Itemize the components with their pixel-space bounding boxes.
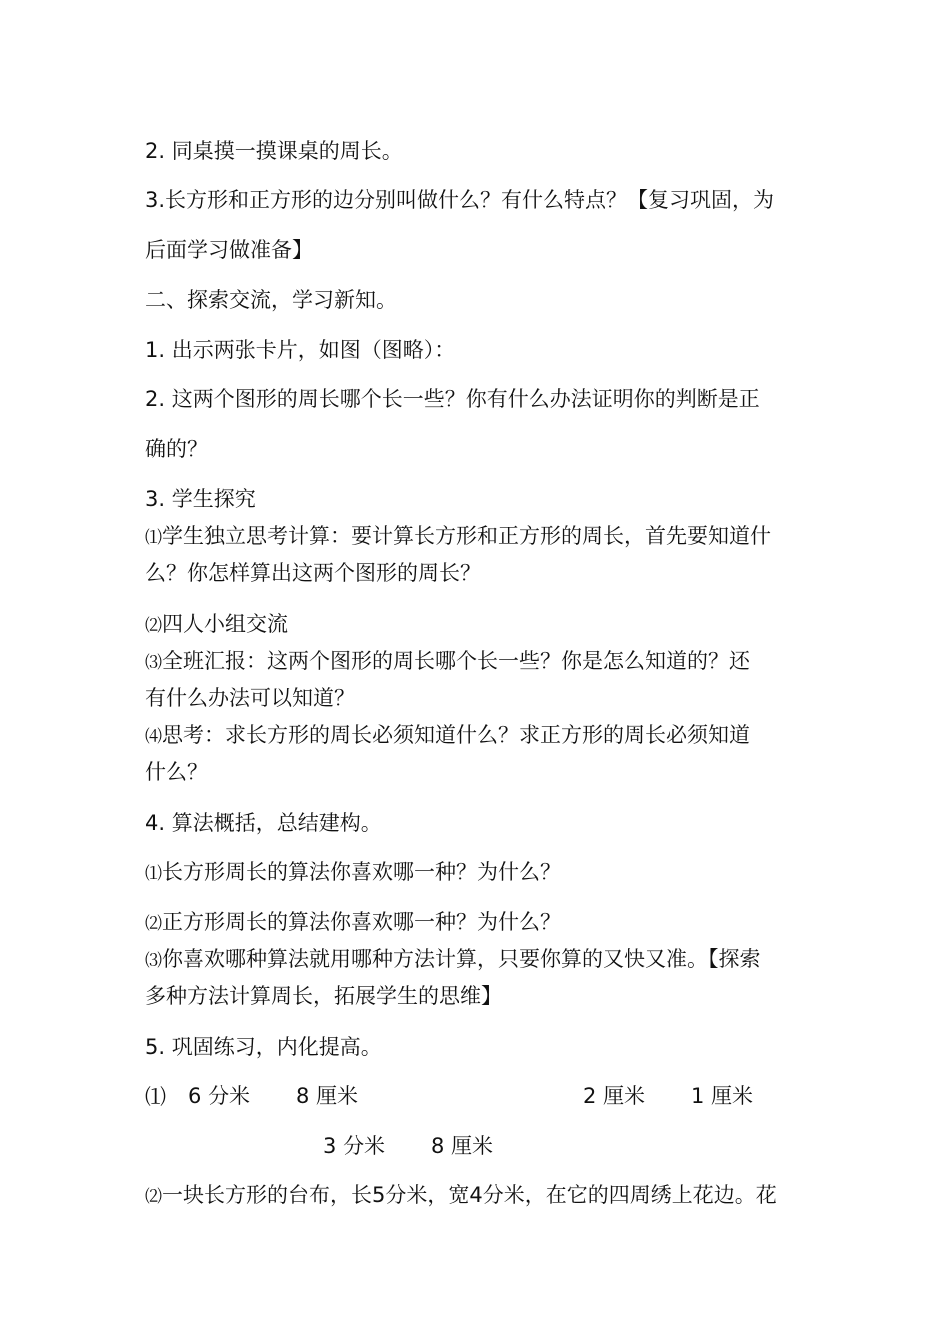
line-text: 什么？ [145, 760, 208, 784]
section-heading [145, 286, 397, 314]
dimension-label: 8 厘米 [296, 1084, 359, 1108]
line-text: 同桌摸一摸课桌的周长。 [171, 139, 403, 163]
paragraph-line [145, 485, 256, 513]
item-marker: ⑴ [145, 864, 162, 884]
line-text: 巩固练习，内化提高。 [171, 1035, 382, 1059]
line-text: 学生探究 [171, 487, 256, 511]
item-number: 1. [145, 338, 166, 362]
line-text: 思考：求长方形的周长必须知道什么？求正方形的周长必须知道 [162, 723, 750, 747]
line-text: 四人小组交流 [162, 612, 288, 636]
line-text: 全班汇报：这两个图形的周长哪个长一些？你是怎么知道的？还 [162, 649, 750, 673]
paragraph-line [145, 137, 403, 165]
item-marker: ⑷ [145, 727, 162, 747]
item-number: 5. [145, 1035, 166, 1059]
line-text: 么？你怎样算出这两个图形的周长？ [145, 561, 481, 585]
line-text: 你喜欢哪种算法就用哪种方法计算，只要你算的又快又准。【探索 [162, 947, 761, 971]
item-marker: ⑴ [145, 528, 162, 548]
dimension-label: 1 厘米 [691, 1084, 754, 1108]
dimension-label: 8 厘米 [431, 1134, 494, 1158]
paragraph-line [145, 336, 455, 364]
dimension-label: 3 分米 [323, 1134, 386, 1158]
paragraph-line [145, 858, 561, 888]
line-text: 二、探索交流，学习新知。 [145, 288, 397, 312]
exercise-marker: ⑴ [145, 1085, 166, 1109]
paragraph-line [145, 559, 481, 587]
paragraph-line [145, 610, 288, 640]
item-number: 2. [145, 139, 166, 163]
line-text: 确的？ [145, 437, 208, 461]
paragraph-line [145, 647, 750, 677]
dimension-label: 2 厘米 [583, 1084, 646, 1108]
item-number: 2. [145, 387, 166, 411]
item-marker: ⑵ [145, 914, 162, 934]
paragraph-line [145, 758, 208, 786]
line-text: 后面学习做准备】 [145, 238, 313, 262]
dimension-label: 6 分米 [188, 1084, 251, 1108]
paragraph-line [145, 1033, 382, 1061]
paragraph-line [145, 522, 771, 552]
line-text: 出示两张卡片，如图（图略）： [171, 338, 456, 362]
paragraph-line [145, 385, 760, 413]
paragraph-line [145, 809, 382, 837]
line-text: 正方形周长的算法你喜欢哪一种？为什么？ [162, 910, 561, 934]
line-text: 长方形和正方形的边分别叫做什么？有什么特点？【复习巩固，为 [165, 188, 775, 212]
paragraph-line [145, 945, 761, 975]
paragraph-line [145, 186, 774, 214]
item-number: 4. [145, 811, 166, 835]
line-text: 学生独立思考计算：要计算长方形和正方形的周长，首先要知道什 [162, 524, 771, 548]
line-text: 多种方法计算周长，拓展学生的思维】 [145, 984, 502, 1008]
line-text: 有什么办法可以知道？ [145, 686, 355, 710]
line-text: 长方形周长的算法你喜欢哪一种？为什么？ [162, 860, 561, 884]
paragraph-line [145, 684, 355, 712]
paragraph-line [145, 721, 750, 751]
item-marker: ⑵ [145, 1187, 162, 1207]
line-text: 这两个图形的周长哪个长一些？你有什么办法证明你的判断是正 [171, 387, 760, 411]
item-marker: ⑶ [145, 653, 162, 673]
item-number: 3. [145, 487, 166, 511]
paragraph-line [145, 982, 502, 1010]
paragraph-line [145, 236, 313, 264]
line-text: 算法概括，总结建构。 [171, 811, 382, 835]
item-number: 3. [145, 188, 166, 212]
item-marker: ⑶ [145, 951, 162, 971]
paragraph-line: ⑵一块长方形的台布，长5分米，宽4分米，在它的四周绣上花边。花 [145, 1183, 777, 1207]
item-marker: ⑵ [145, 616, 162, 636]
paragraph-line [145, 435, 208, 463]
paragraph-line [145, 908, 561, 938]
